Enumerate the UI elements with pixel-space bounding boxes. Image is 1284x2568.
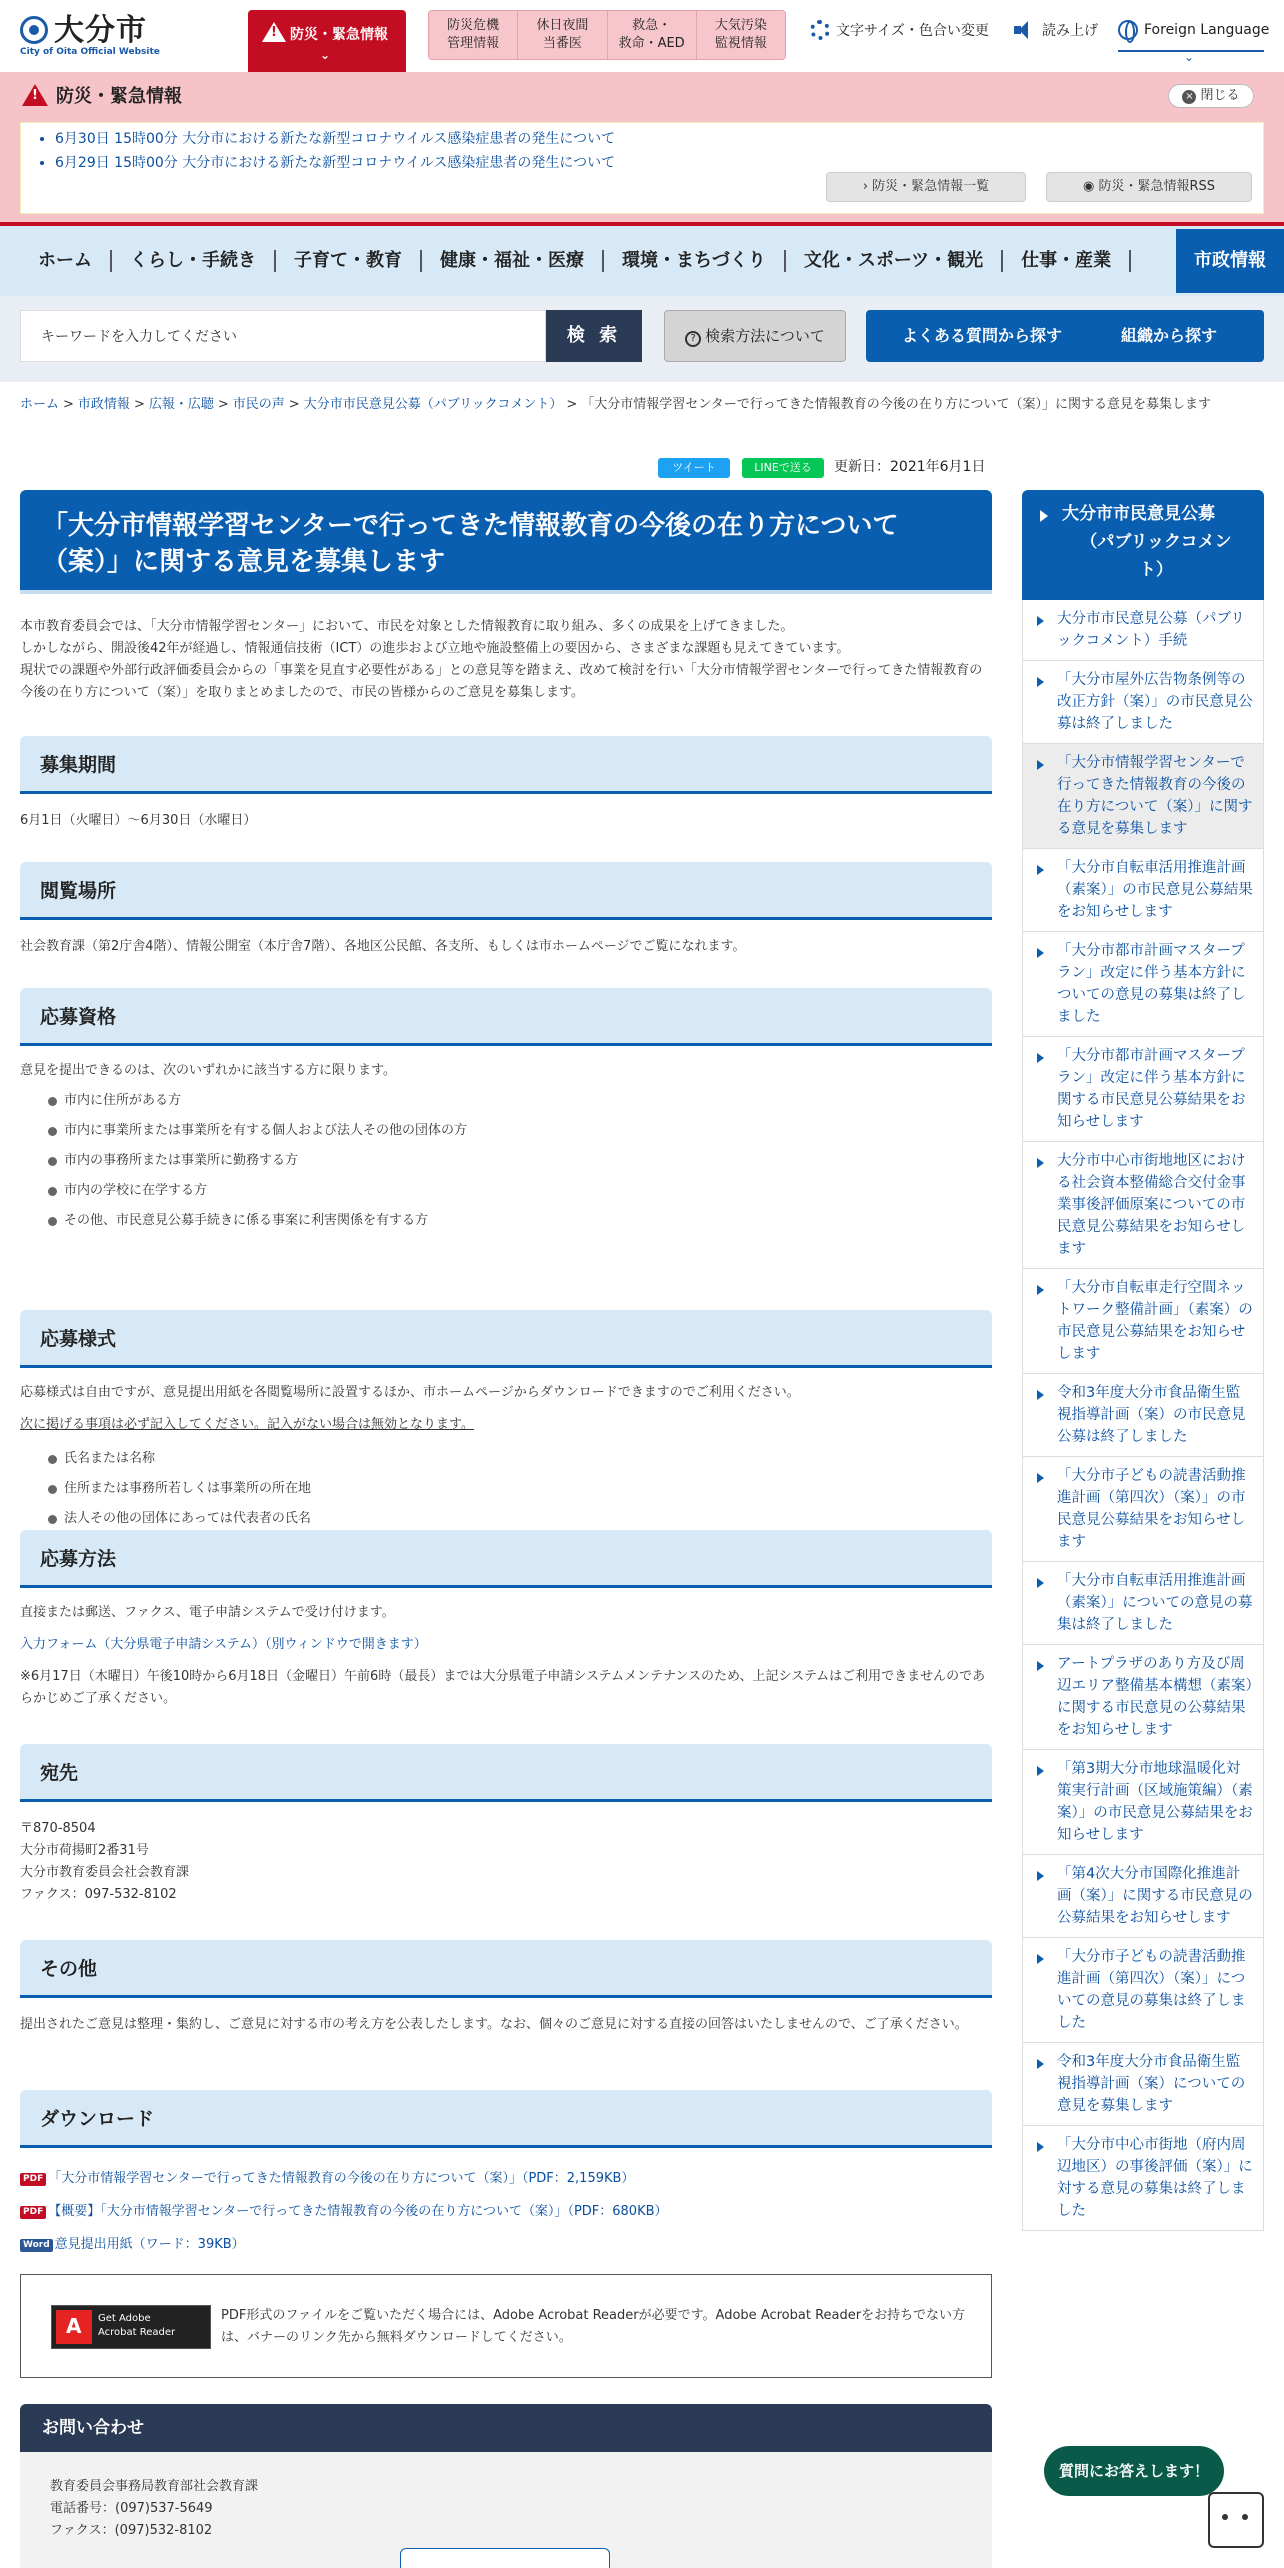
section-download: [20, 2090, 992, 2261]
mail-form-button[interactable]: [400, 2548, 610, 2568]
site-logo[interactable]: [20, 14, 180, 58]
sidebar-item[interactable]: 令和3年度大分市食品衛生監視指導計画（案）についての意見を募集します: [1023, 2043, 1263, 2126]
sidebar-item[interactable]: 「大分市子どもの読書活動推進計画（第四次）（案）」の市民意見公募結果をお知らせします: [1023, 1457, 1263, 1562]
intro-paragraph: 現状での課題や外部行政評価委員会からの「事業を見直す必要性がある」との意見等を踏まえ、改めて検討を行い「大分市情報学習センターで行ってきた情報教育の今後の在り方について（案）」を取りまとめましたので、市民の皆様からのご意見を募集します。: [20, 663, 983, 700]
emergency-list-button[interactable]: › 防災・緊急情報一覧: [826, 172, 1026, 202]
address-line: 大分市教育委員会社会教育課: [20, 1865, 190, 1880]
download-item: [20, 2162, 992, 2195]
chevron-down-icon: ⌄: [1184, 50, 1195, 64]
sidebar-heading-line: （パブリックコメン: [1080, 532, 1232, 552]
nav-living[interactable]: くらし・手続き: [112, 250, 276, 272]
list-item: 市内の事務所または事業所に勤務する方: [48, 1146, 992, 1176]
breadcrumb-link[interactable]: ホーム: [20, 397, 60, 412]
format-note: 次に掲げる事項は必ず記入してください。記入がない場合は無効となります。: [20, 1417, 474, 1432]
list-item: 法人その他の団体にあっては代表者の氏名: [48, 1504, 992, 1534]
updated-date: 更新日：2021年6月1日: [834, 459, 986, 475]
address-line: ファクス：097-532-8102: [20, 1887, 177, 1902]
sidebar-item[interactable]: 令和3年度大分市食品衛生監視指導計画（案）の市民意見公募は終了しました: [1023, 1374, 1263, 1457]
close-label: 閉じる: [1200, 88, 1240, 103]
sidebar-item[interactable]: 「大分市自転車活用推進計画（素案）」についての意見の募集は終了しました: [1023, 1562, 1263, 1645]
chevron-down-icon: ⌄: [320, 48, 331, 62]
quick-link-line: 救命・AED: [618, 36, 685, 51]
sidebar-heading-line: ト）: [1139, 560, 1173, 580]
org-button[interactable]: 組織から探す: [1074, 310, 1264, 362]
quick-link-aed[interactable]: [608, 11, 697, 59]
download-item: [20, 2228, 992, 2261]
acrobat-icon: [56, 2310, 92, 2344]
section-heading: 応募様式: [20, 1310, 992, 1368]
breadcrumb-current: 「大分市情報学習センターで行ってきた情報教育の今後の在り方について（案）」に関する意見を募集します: [581, 397, 1212, 412]
font-color-button[interactable]: [810, 20, 989, 40]
emergency-item[interactable]: • 6月29日 15時00分 大分市における新たな新型コロナウイルス感染症患者の発生について: [55, 151, 615, 175]
section-heading: 応募資格: [20, 988, 992, 1046]
logo-name: 大分市: [54, 13, 147, 48]
section-eligibility: [20, 988, 992, 1236]
search-input[interactable]: キーワードを入力してください: [20, 310, 546, 362]
emergency-item[interactable]: • 6月30日 15時00分 大分市における新たな新型コロナウイルス感染症患者の発生について: [55, 127, 615, 151]
sidebar-item[interactable]: 「大分市中心市街地（府内周辺地区）の事後評価（案）」に対する意見の募集は終了しました: [1023, 2126, 1263, 2231]
section-address: [20, 1744, 992, 1906]
close-button[interactable]: [1168, 84, 1254, 108]
warning-icon: [262, 22, 286, 42]
acrobat-text: PDF形式のファイルをご覧いただく場合には、Adobe Acrobat Readerが必要です。Adobe Acrobat Readerをお持ちでない方は、バナーのリンク先から無料ダウンロードしてください。: [221, 2308, 965, 2345]
gear-icon: [810, 20, 830, 40]
search-help-button[interactable]: [664, 310, 846, 362]
rss-icon: ◉: [1082, 179, 1095, 194]
speaker-icon: [1014, 21, 1036, 39]
quick-link-line: 大気汚染: [714, 18, 767, 33]
download-link[interactable]: 【概要】「大分市情報学習センターで行ってきた情報教育の今後の在り方について（案）」（PDF：680KB）: [48, 2204, 668, 2219]
pdf-icon: PDF: [20, 2206, 46, 2219]
nav-home[interactable]: ホーム: [20, 250, 112, 272]
font-color-label: 文字サイズ・色合い変更: [836, 23, 989, 39]
emergency-rss-label: 防災・緊急情報RSS: [1098, 179, 1216, 194]
address-line: 大分市荷揚町2番31号: [20, 1843, 149, 1858]
section-period: [20, 736, 992, 832]
pdf-icon: PDF: [20, 2173, 46, 2186]
site-header: [0, 0, 1284, 72]
section-heading: その他: [20, 1940, 992, 1998]
section-format: [20, 1310, 992, 1534]
search-button[interactable]: 検 索: [546, 310, 642, 362]
close-icon: ×: [1182, 90, 1196, 104]
address-block: [20, 1818, 992, 1906]
format-list: [48, 1444, 992, 1534]
sidebar-heading[interactable]: [1022, 490, 1264, 600]
emergency-title-text: 防災・緊急情報: [56, 86, 182, 107]
sidebar-heading-line: 大分市市民意見公募: [1062, 504, 1215, 524]
acrobat-notice: [20, 2274, 992, 2378]
emergency-list: [55, 127, 615, 175]
breadcrumb: ホーム > 市政情報 > 広報・広聴 > 市民の声 > 大分市市民意見公募（パブリックコメント） > 「大分市情報学習センターで行ってきた情報教育の今後の在り方について（案）」に関する意見を募集します: [20, 397, 1212, 412]
quick-link-line: 休日夜間: [536, 18, 589, 33]
breadcrumb-link[interactable]: 大分市市民意見公募（パブリックコメント）: [303, 397, 563, 412]
sidebar-item[interactable]: アートプラザのあり方及び周辺エリア整備基本構想（素案）に関する市民意見の公募結果をお知らせします: [1023, 1645, 1263, 1750]
quick-link-line: 当番医: [542, 36, 582, 51]
globe-icon: [1118, 20, 1138, 40]
logo-subtitle: City of Oita Official Website: [20, 47, 160, 57]
method-text: 直接または郵送、ファクス、電子申請システムで受け付けます。: [20, 1605, 395, 1620]
emergency-list-label: 防災・緊急情報一覧: [872, 179, 990, 194]
nav-city-info[interactable]: 市政情報: [1176, 229, 1284, 293]
sidebar-item[interactable]: 「大分市子どもの読書活動推進計画（第四次）（案）」についての意見の募集は終了しました: [1023, 1938, 1263, 2043]
sidebar-item[interactable]: 「第3期大分市地球温暖化対策実行計画（区域施策編）（素案）」の市民意見公募結果をお知らせします: [1023, 1750, 1263, 1855]
acrobat-banner-line: Acrobat Reader: [98, 2327, 176, 2338]
address-line: 〒870-8504: [20, 1821, 96, 1836]
section-method: [20, 1530, 992, 1710]
read-aloud-label: 読み上げ: [1042, 23, 1098, 39]
contact-line: ファクス：(097)532-8102: [50, 2523, 213, 2538]
acrobat-banner-line: Get Adobe: [98, 2313, 151, 2324]
nav-business[interactable]: 仕事・産業: [1003, 250, 1131, 272]
sidebar-item[interactable]: 「大分市自転車走行空間ネットワーク整備計画」（素案）の市民意見公募結果をお知らせします: [1023, 1269, 1263, 1374]
question-icon: ?: [685, 331, 701, 347]
acrobat-banner-text: [98, 2312, 175, 2340]
intro-text: [20, 616, 992, 704]
sidebar-item[interactable]: 「第4次大分市国際化推進計画（案）」に関する市民意見の公募結果をお知らせします: [1023, 1855, 1263, 1938]
sidebar: [1022, 490, 1264, 2231]
method-note: ※6月17日（木曜日）午後10時から6月18日（金曜日）午前6時（最長）までは大分県電子申請システムメンテナンスのため、上記システムはご利用できませんのであらかじめご了承ください。: [20, 1669, 986, 1706]
section-heading: 宛先: [20, 1744, 992, 1802]
quick-link-line: 防災危機: [447, 18, 500, 33]
quick-link-line: 監視情報: [714, 36, 767, 51]
emergency-toggle-button[interactable]: [248, 10, 406, 72]
apply-form-link[interactable]: 入力フォーム（大分県電子申請システム）（別ウィンドウで開きます）: [20, 1637, 427, 1652]
language-label: Foreign Language: [1144, 22, 1270, 38]
download-list: [20, 2162, 992, 2261]
emergency-rss-button[interactable]: [1046, 172, 1252, 202]
sidebar-item[interactable]: 「大分市都市計画マスタープラン」改定に伴う基本方針に関する市民意見公募結果をお知らせします: [1023, 1037, 1263, 1142]
list-item: 市内の学校に在学する方: [48, 1176, 992, 1206]
sidebar-item[interactable]: 「大分市自転車活用推進計画（素案）」の市民意見公募結果をお知らせします: [1023, 849, 1263, 932]
breadcrumb-link[interactable]: 市政情報: [77, 397, 130, 412]
section-viewing: [20, 862, 992, 958]
contact-line: 教育委員会事務局教育部社会教育課: [50, 2479, 259, 2494]
viewing-text: 社会教育課（第2庁舎4階）、情報公開室（本庁舎7階）、各地区公民館、各支所、もしくは市ホームページでご覧になれます。: [20, 939, 746, 954]
sidebar-item[interactable]: 「大分市都市計画マスタープラン」改定に伴う基本方針についての意見の募集は終了しました: [1023, 932, 1263, 1037]
section-heading: 応募方法: [20, 1530, 992, 1588]
section-heading: ダウンロード: [20, 2090, 992, 2148]
download-item: [20, 2195, 992, 2228]
section-heading: 募集期間: [20, 736, 992, 794]
quick-links: [428, 10, 786, 60]
list-item: 市内に住所がある方: [48, 1086, 992, 1116]
list-item: その他、市民意見公募手続きに係る事案に利害関係を有する方: [48, 1206, 992, 1236]
contact-line: 電話番号：(097)537-5649: [50, 2501, 213, 2516]
emergency-title: [22, 82, 182, 108]
word-icon: Word: [20, 2239, 53, 2252]
sidebar-item[interactable]: 大分市市民意見公募（パブリックコメント）手続: [1023, 600, 1263, 661]
faq-button[interactable]: よくある質問から探す: [866, 310, 1098, 362]
warning-icon: [22, 84, 48, 106]
list-item: 住所または事務所若しくは事業所の所在地: [48, 1474, 992, 1504]
nav-health[interactable]: 健康・福祉・医療: [422, 250, 604, 272]
intro-paragraph: 本市教育委員会では、「大分市情報学習センター」において、市民を対象とした情報教育に取り組み、多くの成果を上げてきました。: [20, 619, 794, 634]
eligibility-text: 意見を提出できるのは、次のいずれかに該当する方に限ります。: [20, 1063, 396, 1078]
format-text: 応募様式は自由ですが、意見提出用紙を各閲覧場所に設置するほか、市ホームページからダウンロードできますのでご利用ください。: [20, 1385, 800, 1400]
list-item: 市内に事業所または事業所を有する個人および法人その他の団体の方: [48, 1116, 992, 1146]
main-content: [20, 490, 992, 2538]
nav-culture[interactable]: 文化・スポーツ・観光: [786, 250, 1003, 272]
search-help-label: 検索方法について: [705, 327, 825, 345]
nav-environment[interactable]: 環境・まちづくり: [604, 250, 786, 272]
contact-heading: お問い合わせ: [20, 2404, 992, 2452]
language-button[interactable]: [1118, 20, 1269, 40]
quick-link-line: 救急・: [632, 18, 672, 33]
emergency-panel: [0, 72, 1284, 224]
city-emblem-icon: [20, 16, 48, 44]
nav-childcare[interactable]: 子育て・教育: [276, 250, 422, 272]
sidebar-item-current[interactable]: 「大分市情報学習センターで行ってきた情報教育の今後の在り方について（案）」に関する意見を募集します: [1023, 744, 1263, 849]
read-aloud-button[interactable]: [1014, 20, 1098, 40]
page-title: 「大分市情報学習センターで行ってきた情報教育の今後の在り方について（案）」に関する意見を募集します: [20, 490, 992, 594]
sidebar-item[interactable]: 大分市中心市街地地区における社会資本整備総合交付金事業事後評価原案についての市民意見公募結果をお知らせします: [1023, 1142, 1263, 1269]
breadcrumb-link[interactable]: 広報・広聴: [148, 397, 214, 412]
contact-body: [20, 2452, 992, 2568]
intro-paragraph: しかしながら、開設後42年が経過し、情報通信技術（ICT）の進歩および立地や施設整備上の要因から、さまざまな課題も見えてきています。: [20, 641, 850, 656]
section-other: [20, 1940, 992, 2036]
breadcrumb-link[interactable]: 市民の声: [232, 397, 285, 412]
download-link[interactable]: 意見提出用紙（ワード：39KB）: [54, 2237, 245, 2252]
eligibility-list: [48, 1086, 992, 1236]
list-item: 氏名または名称: [48, 1444, 992, 1474]
quick-link-air-quality[interactable]: [697, 11, 785, 59]
line-button[interactable]: LINEで送る: [742, 458, 824, 478]
global-nav: [0, 222, 1284, 296]
other-text: 提出されたご意見は整理・集約し、ご意見に対する市の考え方を公表したします。なお、個々のご意見に対する直接の回答はいたしませんので、ご了承ください。: [20, 2017, 968, 2032]
search-bar: [0, 296, 1284, 382]
sidebar-list: [1022, 600, 1264, 2231]
acrobat-banner[interactable]: [51, 2305, 211, 2349]
quick-link-holiday-doctor[interactable]: [518, 11, 607, 59]
download-link[interactable]: 「大分市情報学習センターで行ってきた情報教育の今後の在り方について（案）」（PDF：2,159KB）: [48, 2171, 635, 2186]
emergency-label: 防災・緊急情報: [290, 27, 388, 43]
tweet-button[interactable]: ツイート: [658, 458, 730, 478]
sidebar-item[interactable]: 「大分市屋外広告物条例等の改正方針（案）」の市民意見公募は終了しました: [1023, 661, 1263, 744]
chatbot-robot-icon[interactable]: [1208, 2492, 1264, 2548]
period-text: 6月1日（火曜日）～6月30日（水曜日）: [20, 813, 257, 828]
chatbot-button[interactable]: 質問にお答えします！: [1044, 2446, 1224, 2496]
quick-link-disaster[interactable]: [429, 11, 518, 59]
section-heading: 閲覧場所: [20, 862, 992, 920]
quick-link-line: 管理情報: [447, 36, 500, 51]
